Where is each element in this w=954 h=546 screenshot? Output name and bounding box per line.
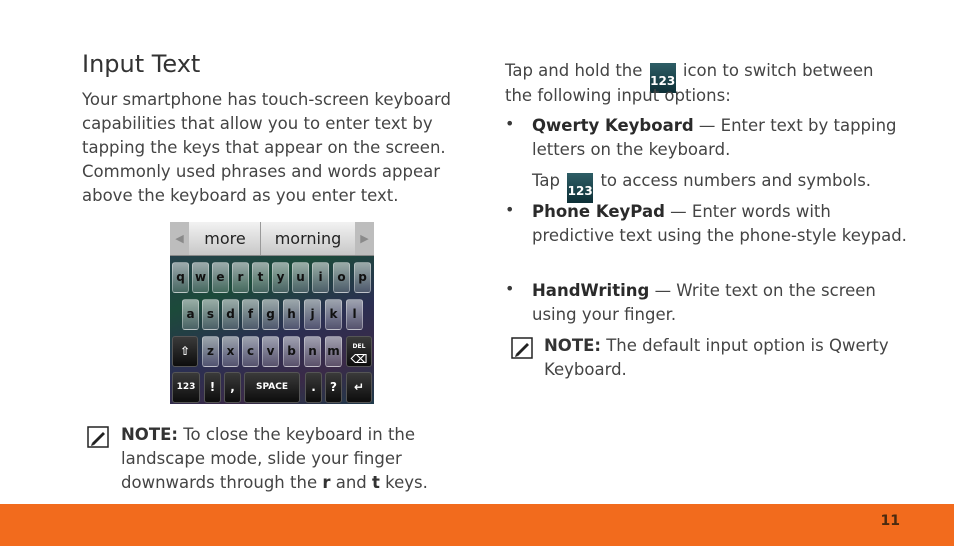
key: y xyxy=(272,262,289,293)
key: q xyxy=(172,262,189,293)
space-key: SPACE xyxy=(244,372,300,403)
key: m xyxy=(325,336,342,367)
note-key: t xyxy=(372,473,380,492)
arrow-right-icon: ▶ xyxy=(355,222,374,255)
bullet-term: HandWriting xyxy=(532,281,650,300)
sub-text: Tap xyxy=(532,171,560,190)
bullet-desc: — Write text on the screen using your finger. xyxy=(532,281,876,324)
suggestion-word: more xyxy=(190,222,261,255)
key: s xyxy=(202,299,219,330)
enter-key-icon: ↵ xyxy=(346,372,372,403)
key: , xyxy=(224,372,241,403)
key: p xyxy=(354,262,371,293)
key: l xyxy=(346,299,363,330)
delete-key xyxy=(346,336,372,367)
bullet-item xyxy=(532,279,912,327)
note-label: NOTE: xyxy=(544,336,601,355)
key: f xyxy=(242,299,259,330)
key: j xyxy=(304,299,321,330)
key: ? xyxy=(325,372,342,403)
key: w xyxy=(192,262,209,293)
pencil-note-icon xyxy=(511,337,533,359)
key: o xyxy=(333,262,350,293)
bullet-term: Phone KeyPad xyxy=(532,202,665,221)
bullet-item xyxy=(532,114,912,162)
note-key: r xyxy=(322,473,331,492)
arrow-left-icon: ◀ xyxy=(170,222,189,255)
key: t xyxy=(252,262,269,293)
key: h xyxy=(283,299,300,330)
suggestion-bar xyxy=(170,222,374,256)
backspace-icon: ⌫ xyxy=(350,352,368,366)
suggestion-word: morning xyxy=(274,229,342,248)
key: e xyxy=(212,262,229,293)
right-intro-text: icon to switch between xyxy=(682,61,874,80)
key: c xyxy=(242,336,259,367)
shift-key-icon: ⇧ xyxy=(172,336,198,367)
key: n xyxy=(304,336,321,367)
delete-key-label: DEL xyxy=(352,343,366,350)
right-intro-line2: the following input options: xyxy=(505,86,731,105)
pencil-note-icon xyxy=(87,426,109,448)
bullet-desc: — Enter words with predictive text using the phone-style keypad. xyxy=(532,202,907,245)
key: r xyxy=(232,262,249,293)
key: i xyxy=(312,262,329,293)
key: a xyxy=(182,299,199,330)
note-conjunction: and xyxy=(335,473,367,492)
numbers-badge-icon: 123 xyxy=(567,173,593,203)
page-number: 11 xyxy=(880,513,900,529)
key: v xyxy=(262,336,279,367)
right-note xyxy=(544,334,904,382)
note-body: The default input option is Qwerty Keyboard. xyxy=(544,336,889,379)
note-body: To close the keyboard in the landscape mode, slide your finger downwards through the xyxy=(121,425,416,492)
left-note xyxy=(121,423,451,495)
sub-text: to access numbers and symbols. xyxy=(600,171,872,190)
bullet-term: Qwerty Keyboard xyxy=(532,116,694,135)
right-intro-text: Tap and hold the xyxy=(505,61,643,80)
intro-paragraph: Your smartphone has touch-screen keyboard capabilities that allow you to enter text by tapping the keys that appear on the screen. Commonly used phrases and words appear above the keyboard as you enter text. xyxy=(82,90,451,205)
page-title: Input Text xyxy=(82,50,201,78)
note-label: NOTE: xyxy=(121,425,178,444)
key: b xyxy=(283,336,300,367)
key: x xyxy=(222,336,239,367)
key: u xyxy=(292,262,309,293)
footer-bar xyxy=(0,504,954,546)
key: ! xyxy=(204,372,221,403)
bullet-icon: • xyxy=(505,200,515,219)
bullet-icon: • xyxy=(505,114,515,133)
numbers-badge-icon: 123 xyxy=(650,63,676,93)
note-tail: keys. xyxy=(385,473,428,492)
bullet-subline xyxy=(532,169,912,203)
key: d xyxy=(222,299,239,330)
key: . xyxy=(305,372,322,403)
key: k xyxy=(325,299,342,330)
key: z xyxy=(202,336,219,367)
bullet-item xyxy=(532,200,912,248)
numbers-key: 123 xyxy=(172,372,200,403)
bullet-desc: — Enter text by tapping letters on the keyboard. xyxy=(532,116,897,159)
keyboard-illustration xyxy=(170,222,374,404)
key: g xyxy=(262,299,279,330)
bullet-icon: • xyxy=(505,279,515,298)
